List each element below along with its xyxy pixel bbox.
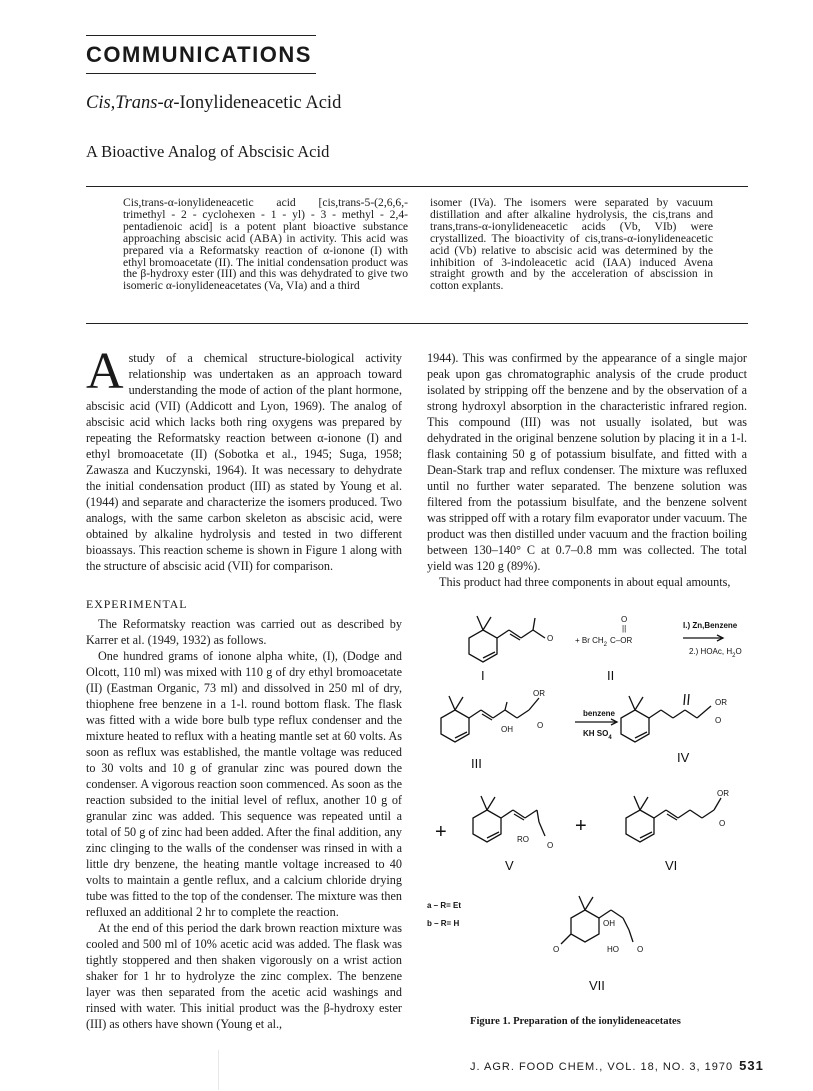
- reagent-double-bond: ||: [622, 624, 627, 633]
- structure-IV-oxygen: O: [715, 716, 722, 725]
- structure-V-ro: RO: [517, 835, 529, 844]
- label-VII: VII: [589, 978, 605, 993]
- plus-sign-2: +: [575, 815, 587, 837]
- structure-III-or: OR: [533, 689, 545, 698]
- structure-V-oxygen: O: [547, 841, 554, 850]
- structure-VII: [561, 896, 633, 944]
- figure-caption: [470, 1016, 681, 1027]
- drop-cap: A: [86, 343, 124, 400]
- reaction-scheme-figure: [425, 608, 755, 1010]
- abstract-top-rule: [86, 186, 748, 187]
- structure-IV-or: OR: [715, 698, 727, 707]
- benzene-label: benzene: [583, 709, 616, 718]
- structure-I-oxygen: O: [547, 634, 554, 643]
- label-VI: VI: [665, 858, 678, 873]
- structure-VI-oxygen: O: [719, 819, 726, 828]
- right-column-text: [427, 350, 747, 590]
- intro-text: study of a chemical structure-biological activity relationship was undertaken as an approach toward understanding the mode of action of the plant hormone, abscisic acid (VII) (Addicott and Lyon, 1969). The analog of abscisic acid which lacks both ring oxygens was prepared by repeating the Reformatsky reaction between α-ionone (I) and ethyl bromoacetate (II) (Sobotka et al., 1945; Suga, 1958; Zawasza and Kuczynski, 1964). It was necessary to dehydrate the initial condensation product (III) as stated by Young et al. (1944) and separate and characterize the isomers produced. Two analogs, with the same carbon skeleton as abscisic acid, were obtained by alkaline hydrolysis and tested in two different bioassays. This reaction scheme is shown in Figure 1 along with the structure of abscisic acid (VII) for comparison.: [86, 351, 402, 573]
- page-number: 531: [739, 1058, 764, 1073]
- structure-VI-or: OR: [717, 789, 729, 798]
- structure-IV: [621, 694, 711, 742]
- title-rest: Ionylideneacetic Acid: [179, 93, 342, 113]
- label-I: I: [481, 668, 485, 683]
- experimental-section: [86, 616, 402, 1032]
- label-II: II: [607, 668, 615, 683]
- right-paragraph-2: This product had three components in about equal amounts,: [439, 575, 731, 589]
- reagent-carbonyl-o: O: [621, 615, 628, 624]
- figure-caption-label: Figure 1.: [470, 1016, 511, 1027]
- article-title: [86, 93, 341, 114]
- structure-III-oh: OH: [501, 725, 513, 734]
- figure-caption-text: Preparation of the ionylideneacetates: [513, 1016, 681, 1027]
- legend-b: b – R= H: [427, 919, 460, 928]
- structure-VII-acid-o: O: [637, 945, 644, 954]
- structure-VII-oxygen: O: [553, 945, 560, 954]
- label-V: V: [505, 858, 514, 873]
- structure-VII-ho: HO: [607, 945, 619, 954]
- plus-sign-1: +: [435, 821, 447, 843]
- abstract-left: Cis,trans-α-ionylideneacetic acid [cis,trans-5-(2,6,6,-trimethyl - 2 - cyclohexen - 1 - yl) - 3 - methyl - 2,4-pentadienoic acid] is a potent plant bioactive substance approaching abscisic acid (ABA) in activity. This acid was prepared via a Reformatsky reaction of α-ionone (I) with ethyl bromoacetate (II). The initial condensation product was the β-hydroxy ester (III) and this was dehydrated to give two isomeric α-ionylideneacetates (Va, VIa) and a third: [123, 196, 408, 293]
- section-heading: COMMUNICATIONS: [86, 42, 312, 67]
- reagent-formula: + Br $CH_2$ C–OR: [575, 636, 633, 648]
- structure-III-oxygen: O: [537, 721, 544, 730]
- condition-1: I.) Zn,Benzene: [683, 621, 738, 630]
- khso4-label: KH $SO_4$: [583, 729, 612, 741]
- section-underline: [86, 73, 316, 74]
- page-footer: [470, 1058, 764, 1073]
- label-III: III: [471, 756, 482, 771]
- structure-I: [469, 616, 545, 662]
- structure-III: [441, 696, 539, 742]
- right-paragraph-1: 1944). This was confirmed by the appearance of a single major peak upon gas chromatographic analysis of the crude product isolated by stripping off the benzene and by the observation of a strong hydroxyl absorption in the characteristic infrared region. This compound (III) was not usually isolated, but was dehydrated in the original benzene solution by placing it in a 1-l. flask containing 50 g of potassium bisulfate, and fitted with a Dean-Stark trap and reflux condenser. The mixture was refluxed until no further water separated. The benzene solution was filtered from the potassium bisulfate, and the benzene solvent was stripped off with a rotary film evaporator under vacuum. The product was then distilled under vacuum and the fraction boiling between 130–140° C at 0.7–0.8 mm was collected. The total yield was 120 g (89%).: [427, 351, 747, 573]
- condition-2: 2.) HOAc, $H_2O$: [689, 647, 742, 659]
- experimental-paragraph-3: At the end of this period the dark brown reaction mixture was cooled and 500 ml of 10% acetic acid was added. The flask was tightly stoppered and then shaken vigorously on a wrist action shaker for 1 hr to hydrolyze the zinc complex. The benzene layer was then separated from the acetic acid washings and rinsed with water. This initial product was the β-hydroxy ester (III) as others have shown (Young et al.,: [86, 921, 402, 1031]
- structure-VII-oh: OH: [603, 919, 615, 928]
- label-IV: IV: [677, 750, 690, 765]
- experimental-paragraph-2: One hundred grams of ionone alpha white, (I), (Dodge and Olcott, 110 ml) was mixed with 110 g of dry ethyl bromoacetate (II) (Eastman Organic, 73 ml) and dissolved in 250 ml of dry, thiophene free benzene in a 1-l. round bottom flask. The flask was fitted with a wide bore bulb type reflux condenser and the mixture heated to reflux with a heating mantle set at 60 volts. As soon as reflux was established, the mantle voltage was reduced to 30 volts and 10 g of granular zinc was poured down the condenser. A vigorous reaction soon commenced. As soon as the reaction subsided to the initial level of reflux, another 10 g of granular zinc was added. This sequence was repeated until a total of 50 g of zinc had been added. After the final addition, any zinc clinging to the walls of the condenser was rinsed in with a little dry benzene, the heating mantle voltage increased to 40 volts to maintain a gentle reflux, and a calcium chloride drying tube was fitted to the top of the condenser. The mixture was then refluxed an additional 2 hr to complete the reaction.: [86, 649, 402, 919]
- top-rule: [86, 35, 316, 36]
- abstract-bottom-rule: [86, 323, 748, 324]
- abstract-right: isomer (IVa). The isomers were separated by vacuum distillation and after alkaline hydrolysis, the cis,trans and trans,trans-α-ionylideneacetic acids (Vb, VIb) were crystallized. The bioactivity of cis,trans-α-ionylideneacetic acid (Vb) relative to abscisic acid was determined by the inhibition of 3-indoleacetic acid (IAA) induced Avena straight growth and by the acceleration of abscission in cotton explants.: [430, 196, 713, 293]
- intro-paragraph: [86, 343, 402, 574]
- journal-citation: J. AGR. FOOD CHEM., VOL. 18, NO. 3, 1970: [470, 1061, 734, 1073]
- article-subtitle: A Bioactive Analog of Abscisic Acid: [86, 142, 330, 161]
- experimental-heading: EXPERIMENTAL: [86, 597, 188, 611]
- structure-VI: [626, 796, 721, 842]
- title-italic-part: Cis,Trans-α-: [86, 93, 180, 113]
- page-crease: [218, 1050, 219, 1090]
- legend-a: a – R= Et: [427, 901, 462, 910]
- experimental-paragraph-1: The Reformatsky reaction was carried out as described by Karrer et al. (1949, 1932) as follows.: [86, 617, 402, 647]
- structure-V: [473, 796, 545, 842]
